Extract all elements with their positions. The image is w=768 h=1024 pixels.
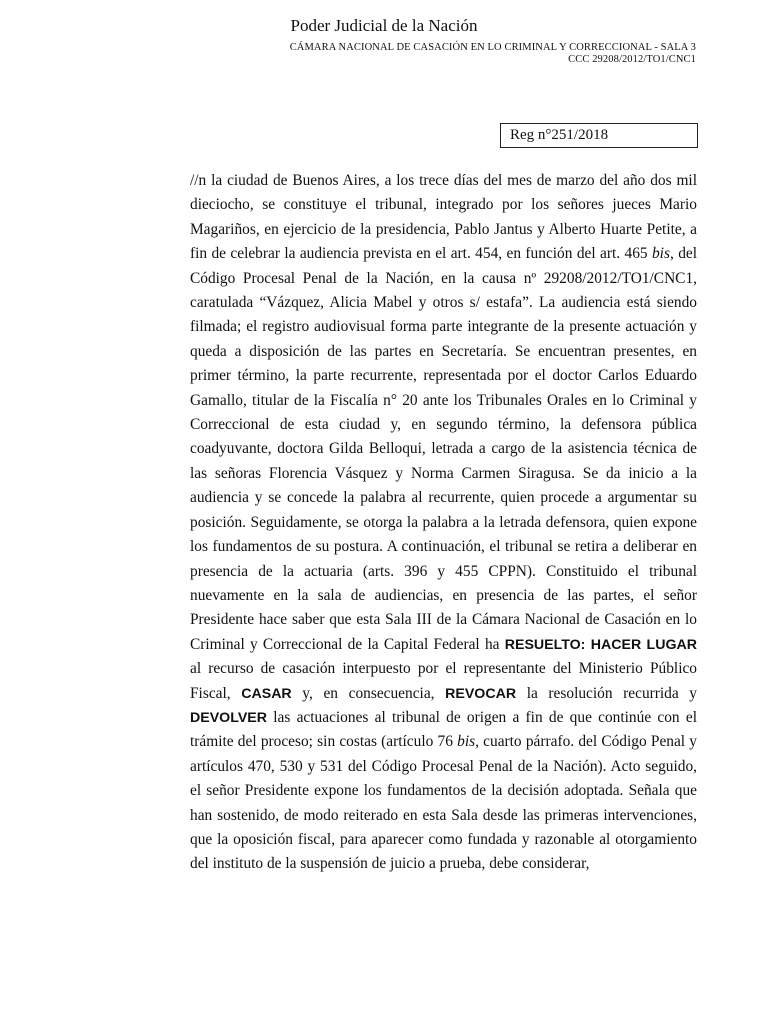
header-title: Poder Judicial de la Nación (290, 16, 478, 35)
header-court-name: CÁMARA NACIONAL DE CASACIÓN EN LO CRIMINAL Y CORRECCIONAL - SALA 3 (289, 42, 696, 53)
body-segment: las actuaciones al tribunal de origen a fin de que continúe con el trámite del proceso; sin costas (artículo 76 (190, 708, 697, 751)
body-italic-bis: bis, (457, 733, 479, 751)
header-case-number: CCC 29208/2012/TO1/CNC1 (568, 54, 696, 65)
body-segment: y, en consecuencia, (291, 684, 446, 702)
ruling-revocar: REVOCAR (445, 685, 517, 702)
ruling-hacer-lugar: RESUELTO: HACER LUGAR (504, 636, 697, 653)
body-italic-bis: bis (651, 245, 670, 263)
body-segment: la resolución recurrida y (516, 684, 698, 702)
body-segment: , del Código Procesal Penal de la Nación, en la causa nº 29208/2012/TO1/CNC1, caratulada “Vázquez, Alicia Mabel y otros s/ estafa”. La audiencia está siendo filmada; el registro audiovisual forma parte integrante de la presente actuación y queda a disposición de las partes en Secretaría. Se encuentran presentes, en primer término, la parte recurrente, representada por el doctor Carlos Eduardo Gamallo, titular de la Fiscalía n° 20 ante los Tribunales Orales en lo Criminal y Correccional de esta ciudad y, en segundo término, la defensora pública coadyuvante, doctora Gilda Belloqui, letrada a cargo de la asistencia técnica de las señoras Florencia Vásquez y Norma Carmen Siragusa. Se da inicio a la audiencia y se concede la palabra al recurrente, quien procede a argumentar su posición. Seguidamente, se otorga la palabra a la letrada defensora, quien expone los fundamentos de su postura. A continuación, el tribunal se retira a deliberar en presencia de la actuaria (arts. 396 y 455 CPPN). Constituido el tribunal nuevamente en la sala de audiencias, en presencia de las partes, el señor Presidente hace saber que esta Sala III de la Cámara Nacional de Casación en lo Criminal y Correccional de la Capital Federal ha (190, 245, 697, 653)
ruling-devolver: DEVOLVER (190, 709, 267, 726)
body-segment: cuarto párrafo. del Código Penal y artículos 470, 530 y 531 del Código Procesal Penal de la Nación). Acto seguido, el señor Presidente expone los fundamentos de la decisión adoptada. Señala que han sostenido, de modo reiterado en esta Sala desde las primeras intervenciones, que la oposición fiscal, para aparecer como fundada y razonable al otorgamiento del instituto de la suspensión de juicio a prueba, debe considerar, (190, 733, 697, 873)
body-segment: al recurso de casación interpuesto por el representante del Ministerio Público Fiscal, (190, 660, 697, 702)
header-court-block (290, 42, 696, 66)
resolution-body-text (190, 169, 697, 877)
registry-number-box: Reg n°251/2018 (500, 123, 698, 148)
body-segment: //n la ciudad de Buenos Aires, a los trece días del mes de marzo del año dos mil dieciocho, se constituye el tribunal, integrado por los señores jueces Mario Magariños, en ejercicio de la presidencia, Pablo Jantus y Alberto Huarte Petite, a fin de celebrar la audiencia prevista en el art. 454, en función del art. 465 (190, 172, 697, 263)
ruling-casar: CASAR (241, 685, 292, 702)
